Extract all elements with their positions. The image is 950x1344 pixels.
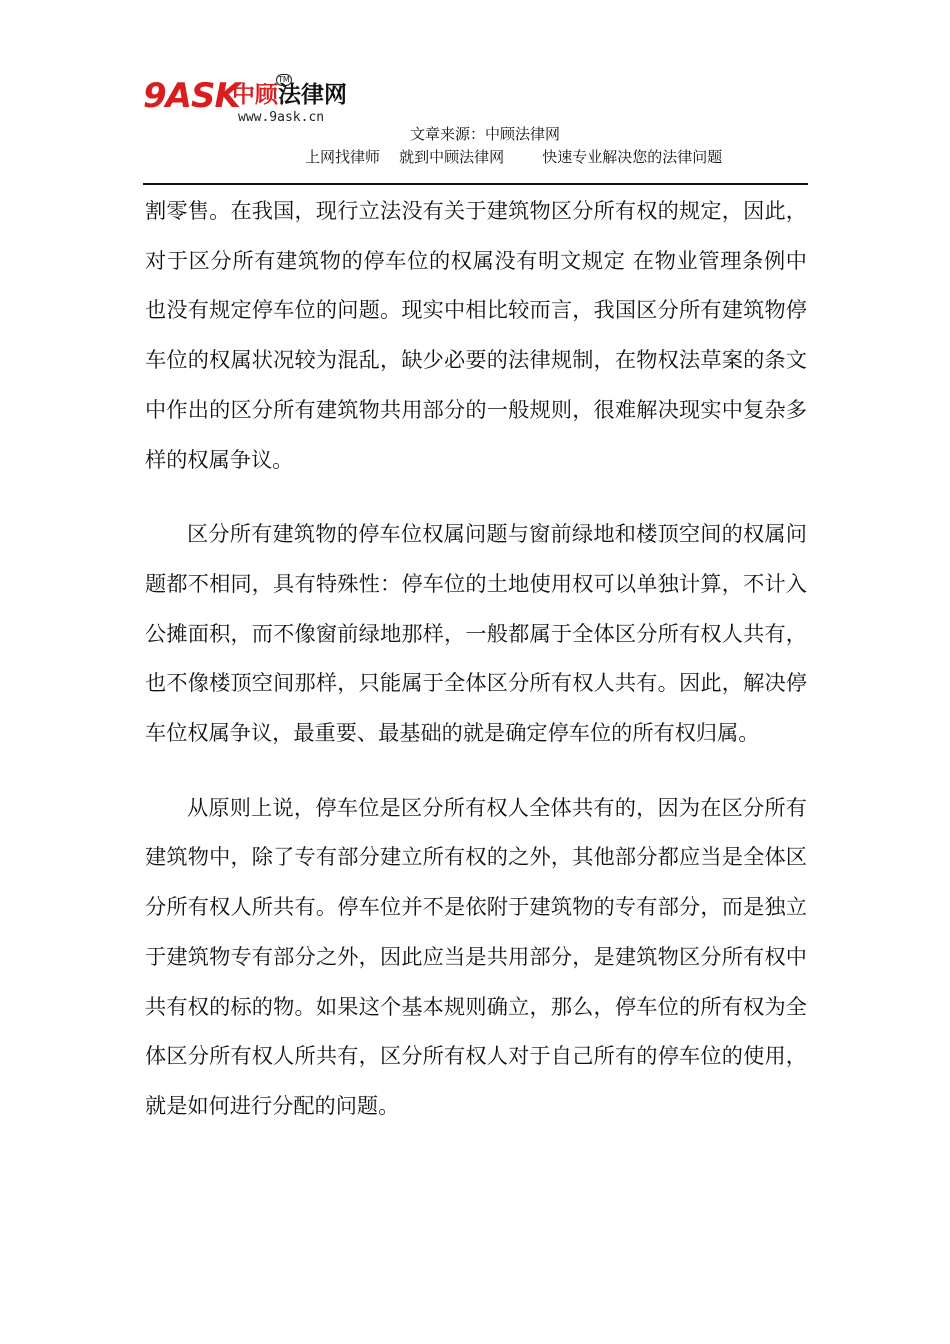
logo-url: www.9ask.cn (238, 110, 325, 125)
trademark-icon: TM (278, 75, 290, 84)
paragraph-2: 区分所有建筑物的停车位权属问题与窗前绿地和楼顶空间的权属问题都不相同，具有特殊性：停车位的土地使用权可以单独计算，不计入公摊面积，而不像窗前绿地那样，一般都属于全体区分所有权人共有，也不像楼顶空间那样，只能属于全体区分所有权人共有。因此，解决停车位权属争议，最重要、最基础的就是确定停车位的所有权归属。 (145, 521, 807, 746)
header-tagline: 上网找律师 就到中顾法律网 快速专业解决您的法律问题 (305, 148, 723, 166)
header-divider (143, 183, 808, 185)
site-logo[interactable] (143, 74, 373, 134)
paragraph-1: 割零售。在我国，现行立法没有关于建筑物区分所有权的规定，因此，对于区分所有建筑物的停车位的权属没有明文规定 在物业管理条例中也没有规定停车位的问题。现实中相比较而言，我国区分所有建筑物停车位的权属状况较为混乱，缺少必要的法律规制，在物权法草案的条文中作出的区分所有建筑物共用部分的一般规则，很难解决现实中复杂多样的权属争议。 (145, 198, 807, 472)
paragraph-3: 从原则上说，停车位是区分所有权人全体共有的，因为在区分所有建筑物中，除了专有部分建立所有权的之外，其他部分都应当是全体区分所有权人所共有。停车位并不是依附于建筑物的专有部分，而是独立于建筑物专有部分之外，因此应当是共用部分，是建筑物区分所有权中共有权的标的物。如果这个基本规则确立，那么，停车位的所有权为全体区分所有权人所共有，区分所有权人对于自己所有的停车位的使用，就是如何进行分配的问题。 (145, 794, 807, 1118)
article-source: 文章来源：中顾法律网 (410, 125, 561, 143)
logo-name-b: 法律网 (278, 82, 347, 108)
article-body (145, 186, 807, 1131)
logo-name (232, 82, 347, 108)
logo-name-a: 中顾 (232, 82, 278, 108)
logo-mark: 9ASK (143, 76, 240, 116)
